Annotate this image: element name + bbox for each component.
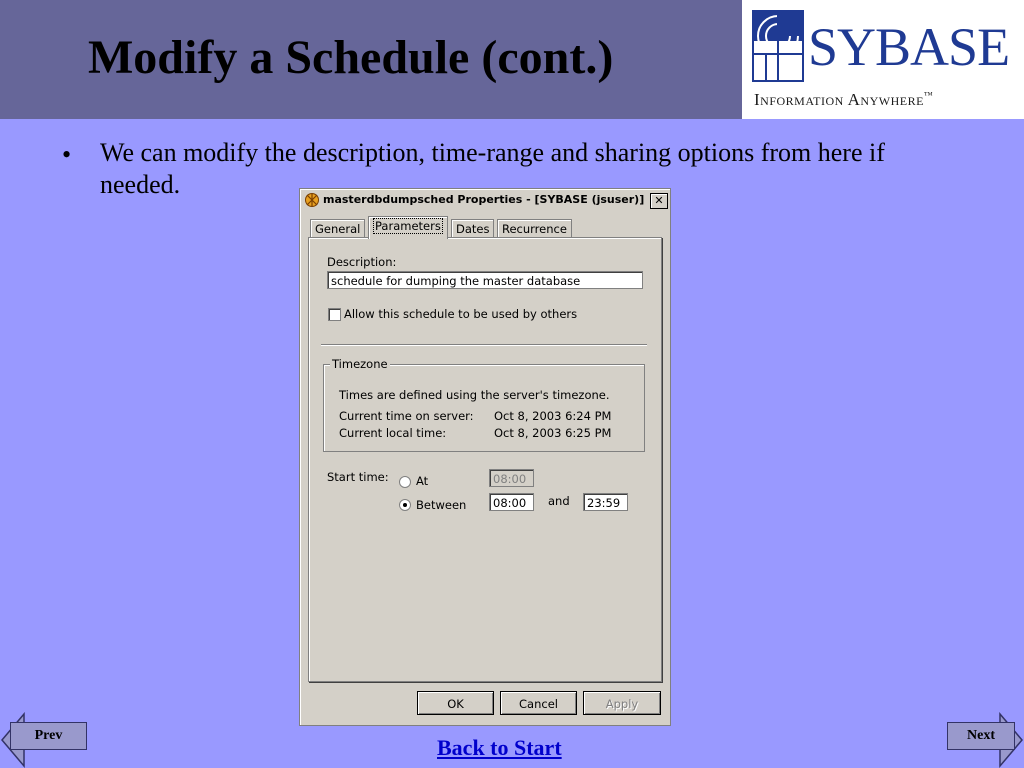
tab-dates[interactable]: Dates <box>451 219 494 238</box>
sybase-central-icon <box>304 192 320 208</box>
dialog-titlebar[interactable] <box>302 191 668 210</box>
at-radio[interactable] <box>399 476 411 488</box>
separator <box>321 344 647 346</box>
trademark-mark: ™ <box>923 90 934 100</box>
tab-parameters-label: Parameters <box>375 219 441 233</box>
tab-recurrence[interactable]: Recurrence <box>497 219 572 238</box>
tab-general[interactable]: General <box>310 219 365 238</box>
apply-button[interactable]: Apply <box>583 691 661 715</box>
server-time-value: Oct 8, 2003 6:24 PM <box>494 409 612 423</box>
sybase-tagline <box>754 90 933 110</box>
local-time-label: Current local time: <box>339 426 447 440</box>
close-button[interactable]: ✕ <box>650 193 668 209</box>
properties-dialog <box>299 188 671 726</box>
description-field[interactable]: schedule for dumping the master database <box>327 271 643 289</box>
tagline-text: Information Anywhere <box>754 90 924 109</box>
between-from-field[interactable]: 08:00 <box>489 493 534 511</box>
next-button[interactable]: Next <box>947 722 1015 750</box>
cancel-button[interactable]: Cancel <box>500 691 577 715</box>
slide-header <box>0 0 742 119</box>
timezone-note: Times are defined using the server's timezone. <box>339 388 610 402</box>
sybase-wordmark: SYBASE <box>808 17 1010 77</box>
local-time-value: Oct 8, 2003 6:25 PM <box>494 426 612 440</box>
timezone-group-title: Timezone <box>332 357 388 371</box>
bullet-text: We can modify the description, time-range and sharing options from here if needed. <box>100 138 885 199</box>
server-time-label: Current time on server: <box>339 409 474 423</box>
back-to-start-link[interactable]: Back to Start <box>437 735 562 760</box>
between-label[interactable]: Between <box>416 498 467 512</box>
parameters-panel <box>308 237 662 682</box>
dialog-title: masterdbdumpsched Properties - [SYBASE (jsuser)] <box>323 193 645 206</box>
sybase-logo <box>742 0 1024 119</box>
sybase-logo-mark-icon <box>752 10 804 82</box>
allow-sharing-label[interactable]: Allow this schedule to be used by others <box>344 307 578 321</box>
prev-button[interactable]: Prev <box>10 722 87 750</box>
at-time-field[interactable]: 08:00 <box>489 469 534 487</box>
bullet-marker: • <box>62 140 72 169</box>
allow-sharing-checkbox[interactable] <box>328 308 341 321</box>
at-label[interactable]: At <box>416 474 429 488</box>
slide-title: Modify a Schedule (cont.) <box>88 31 614 84</box>
and-label: and <box>548 494 570 508</box>
ok-button[interactable]: OK <box>417 691 494 715</box>
timezone-group <box>323 357 645 452</box>
between-to-field[interactable]: 23:59 <box>583 493 628 511</box>
description-label: Description: <box>327 255 397 269</box>
tab-parameters[interactable] <box>368 216 448 239</box>
start-time-label: Start time: <box>327 470 389 484</box>
between-radio[interactable] <box>399 499 411 511</box>
